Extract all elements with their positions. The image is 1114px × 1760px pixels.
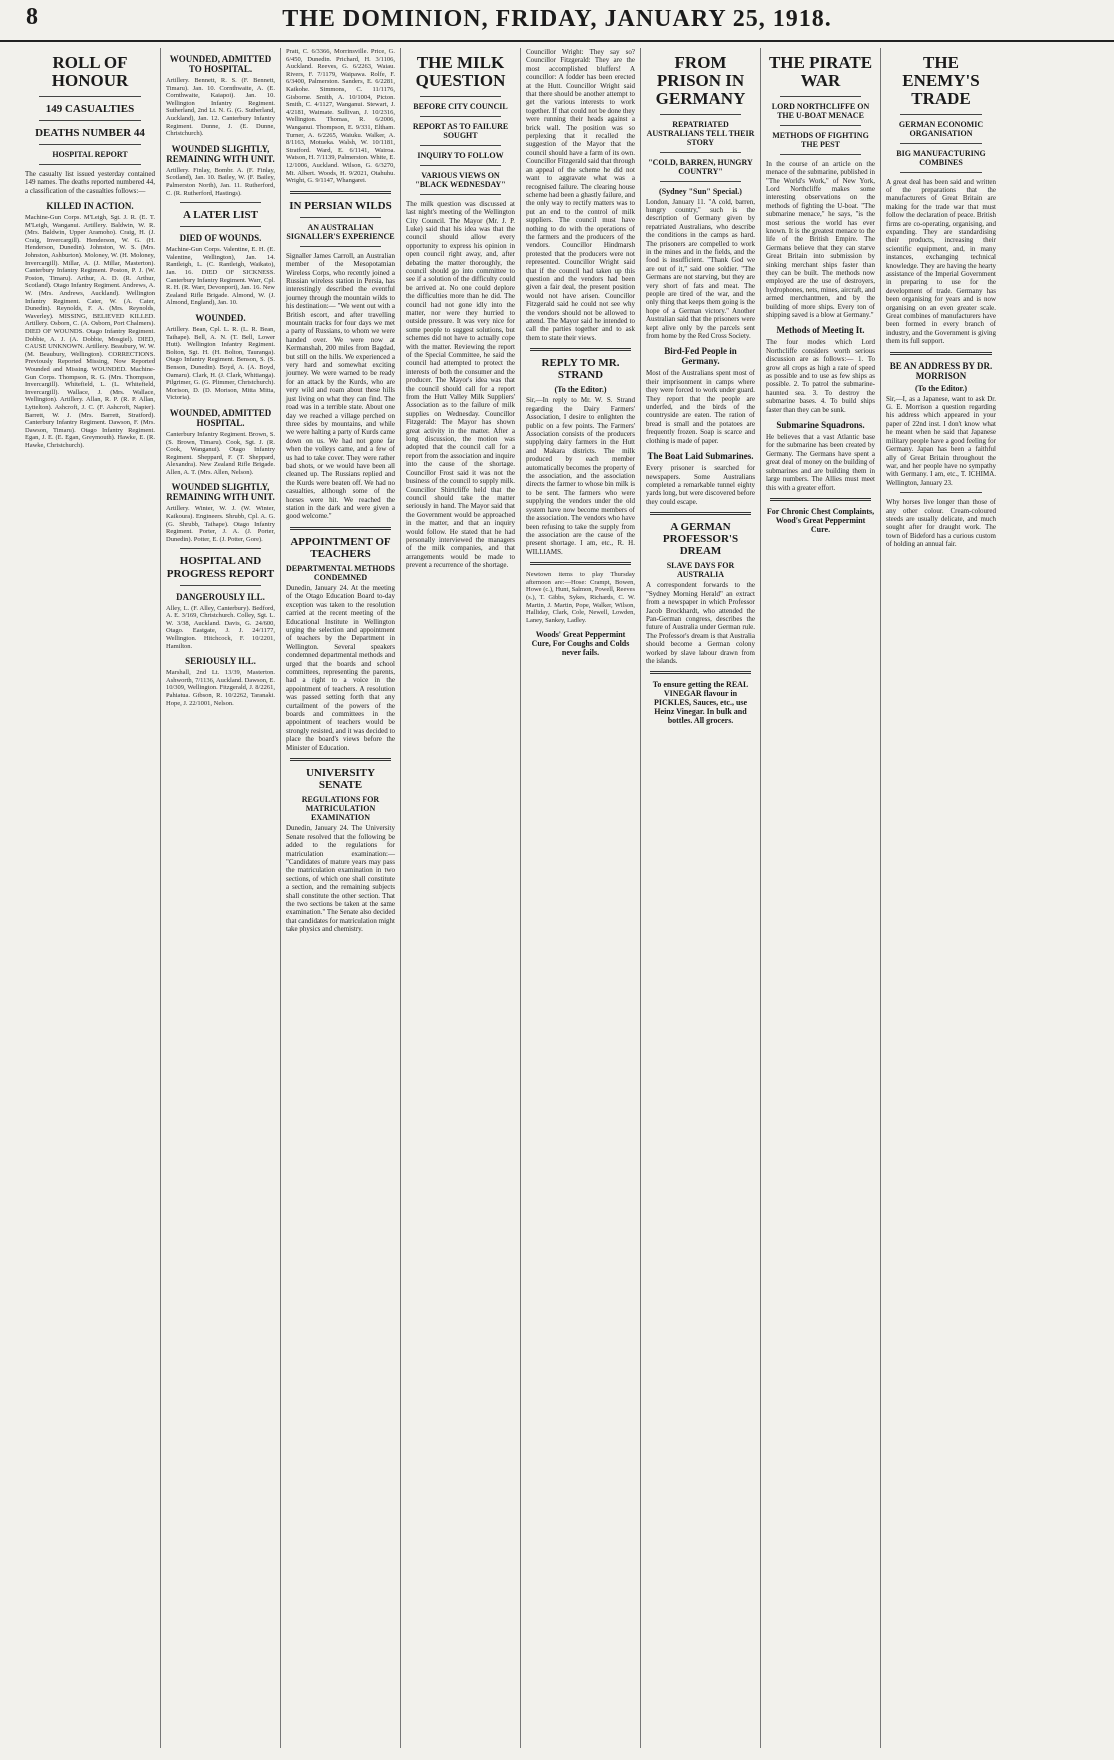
section-remaining-unit: WOUNDED SLIGHTLY, REMAINING WITH UNIT. <box>166 143 275 164</box>
subhead-teachers: DEPARTMENTAL METHODS CONDEMNED <box>286 563 395 582</box>
section-boat: The Boat Laid Submarines. <box>647 451 754 462</box>
article-pirate-war: In the course of an article on the menace of the submarine, published in "The World's Work," of New York, Lord Northcliffe makes some interesting observations on the methods of fighting the U-boat. "The submarine menace," he says, "is the most serious the world has ever known. It is the greatest menace to the life of the British Empire. The Germans believe that they can starve Great Britain into submission by sinking merchant ships faster than they can be built. The methods now employed are the use of destroyers, hydrophones, nets, mines, aircraft, and armed merchantmen, and by the building of more ships. Every ton of shipping saved is a blow at Germany." <box>766 159 875 319</box>
column-prison-germany <box>641 48 761 1748</box>
section-killed: KILLED IN ACTION. <box>46 201 134 212</box>
subhead-repatriated: REPATRIATED AUSTRALIANS TELL THEIR STORY <box>646 119 755 147</box>
headline-senate: UNIVERSITY SENATE <box>305 767 376 792</box>
section-wounded: WOUNDED. <box>195 312 246 323</box>
list-remaining: Artillery. Finlay, Bombr. A. (F. Finlay, Scotland), Jan. 10. Bailey, W. (F. Bailey, Palmerston North), Jan. 11. Rutherford, C. (R. Rutherford, Hastings). <box>166 166 275 197</box>
column-persian-wilds <box>281 48 401 1748</box>
article-milk-continued: Councillor Wright: They say so? Councillor Fitzgerald: They are the most accomplished bluffers! A councillor: A fodder has been erected at the Hutt. Councillor Wright said that there should be another attempt to get the various interests to work together. If that could not be done they were running their heads against a brick wall. The position was so perplexing that it recalled the suggestion of the Mayor that the council should have a farm of its own. Councillor Fitzgerald said that through an appeal of the scheme he did not want to aggravate what was a recognised failure. The clearing house scheme had been a ghastly failure, and the only way to rectify matters was to put an end to the control of milk suppliers. The council must have nothing to do with the operations of the farmers and the producers of the vendors. Councillor Hindmarsh protested that the producers were not represented. Councillor Wright said that if the council had taken up this question and the vendors had been given a fair deal, the present position would not have arisen. Councillor Fitzgerald said he could not see why the vendors should not be allowed to attend. The Mayor said he intended to call the parties together and to ask them to state their views. <box>526 48 635 342</box>
subhead-senate: REGULATIONS FOR MATRICULATION EXAMINATION <box>301 795 380 823</box>
headline-reply-strand: REPLY TO MR. STRAND <box>541 357 620 382</box>
article-bird-fed: Most of the Australians spent most of their imprisonment in camps where they were forced to work under guard. They report that the people are underfed, and the birds of the countryside are eaten. The ration of bread is small and the potatoes are frequently frozen. Soap is scarce and clothing is made of paper. <box>646 369 755 445</box>
list-continued: Pratt, C. 6/3366, Morrinsville. Price, G. 6/450, Dunedin. Prichard, H. 3/1106, Auckland. Reeves, G. 6/2263, Waiau. Rivers, F. 7/1179, Waipawa. Rolfe, F. 6/3400, Palmerston. Sanders, E. 6/2281, Kaikohe. Simmons, C. 11/1176, Gisborne. Smith, A. 10/1004, Picton. Smith, C. 4/1127, Wanganui. Stewart, J. 4/2181, Waimate. Sullivan, J. 10/2316, Wellington. Thomas, R. 6/2006, Wanganui. Thompson, E. 9/331, Eltham. Turner, A. 6/2265, Waiuku. Walker, A. 8/1163, Motueka. Walsh, W. 10/1181, Stratford. Ward, E. 6/1141, Wairoa. Watson, H. 7/1139, Palmerston. White, E. 12/1006, Auckland. Wilson, G. 6/3270, Mt. Albert. Woods, H. 9/2021, Otahuhu. Wright, G. 9/1147, Whangarei. <box>286 48 395 185</box>
subhead-editor: (To the Editor.) <box>914 383 968 393</box>
section-seriously-ill: SERIOUSLY ILL. <box>185 656 256 667</box>
section-submarine-squadrons: Submarine Squadrons. <box>776 420 865 431</box>
list-died: Machine-Gun Corps. Valentine, E. H. (E. Valentine, Wellington), Jan. 14. Rantleigh, L. (C. Rantleigh, Waikato), Jan. 16. DIED OF SICKNESS. Canterbury Infantry Regiment. Warr, Cpl. R. H. (R. Warr, Devonport), Jan. 16. New Zealand Rifle Brigade. Almond, W. (J. Almond, England), Jan. 10. <box>166 246 275 307</box>
subhead-northcliffe: LORD NORTHCLIFFE ON THE U-BOAT MENACE <box>771 101 870 120</box>
list-wounded: Artillery. Bean, Cpl. L. R. (L. R. Bean, Taihape). Bell, A. N. (T. Bell, Lower Hutt). Wellington Infantry Regiment. Bolton, Sgt. H. (H. Bolton, Tauranga). Otago Infantry Regiment. Benson, S. (S. Benson, Dunedin). Boyd, A. (A. Boyd, Oamaru). Clark, H. (J. Clark, Whitianga). Pilgrimer, G. (G. Plimmer, Christchurch). Morison, D. (D. Morison, Mitta Mitta, Victoria). <box>166 325 275 402</box>
section-meeting-it: Methods of Meeting It. <box>776 325 865 336</box>
subhead-report: REPORT AS TO FAILURE SOUGHT <box>412 121 509 140</box>
advert-peppermint: Woods' Great Peppermint Cure, For Coughs and Colds never fails. <box>531 630 630 658</box>
article-submarine: He believes that a vast Atlantic base for the submarine has been created by Germany. The Germans have spent a great deal of money on the building of submarines and are building them in large numbers. The Allies must meet this with a greater effort. <box>766 433 875 492</box>
letter-reply-strand: Sir,—In reply to Mr. W. S. Strand regarding the Dairy Farmers' Association, I desire to enlighten the public on a few points. The Farmers' Association consists of the producers supplying dairy farmers in the Hutt and Makara districts. The milk produced by each member automatically becomes the property of the association, and the association directs the farmer to whose bin milk is to be sent. The farmers who were supplying the vendors under the old system have now become members of the association. The vendors who have been refusing to take the supply from the association are the cause of the present shortage. I am, etc., R. H. WILLIAMS. <box>526 396 635 556</box>
headline-professor-dream: A GERMAN PROFESSOR'S DREAM <box>662 521 739 558</box>
subhead-slave-days: SLAVE DAYS FOR AUSTRALIA <box>666 561 735 580</box>
headline-milk-question: THE MILK QUESTION <box>415 53 506 90</box>
column-roll-of-honour <box>20 48 161 1748</box>
section-admitted-hospital: WOUNDED, ADMITTED TO HOSPITAL. <box>169 54 272 74</box>
subhead-to-editor: (To the Editor.) <box>554 385 607 395</box>
article-boat: Every prisoner is searched for newspapers. Some Australians completed a remarkable tunnel eighty yards long, but were discovered before they could escape. <box>646 464 755 506</box>
columns <box>20 48 1100 1748</box>
article-professor: A correspondent forwards to the "Sydney Morning Herald" an extract from a newspaper in which Professor Jacob Brockhardt, who attended the Pan-German congress, describes the future of Australia under German rule. The Professor's dream is that Australia should become a German colony worked by slave labour drawn from the islands. <box>646 581 755 666</box>
article-enemy-trade: A great deal has been said and written of the preparations that the manufacturers of Great Britain are making for the trade war that must follow the declaration of peace. British firms are co-operating, organising, and expanding. They are standardising their products, increasing their scientific equipment, and, in many instances, exchanging technical knowledge. They are having the hearty assistance of the Imperial Government in preparing to use for the development of trade. Germany has been organising for years and is now organising on an even greater scale. Great combines of manufacturers have been formed in every branch of industry, and the Government is giving them its full support. <box>886 177 996 346</box>
article-meeting-it: The four modes which Lord Northcliffe considers worth serious discussion are as follows:— 1. To grow all crops as high a rate of speed as possible and to use as few ships as possible. 2. To patrol the submarine-haunted sea. 3. To destroy the submarine bases. 4. To build ships faster than they can be sunk. <box>766 338 875 414</box>
column-casualty-lists <box>161 48 281 1748</box>
article-misc: Why horses live longer than those of any other colour. Cream-coloured steeds are usually delicate, and much sought after for draught work. The town of Bideford has a curious custom of holding an annual fair. <box>886 498 996 549</box>
article-senate: Dunedin, January 24. The University Senate resolved that the following be added to the regulations for matriculation examination:— "Candidates of mature years may pass the matriculation examination in two sections, of which one shall constitute a section, and the remaining subjects shall constitute the other section. That the two sections be taken at the same examination." The Senate also decided that candidates for matriculation might take physics and chemistry. <box>286 824 395 934</box>
headline-roll-of-honour: ROLL OF HONOUR <box>51 53 129 90</box>
subhead-economic: GERMAN ECONOMIC ORGANISATION <box>898 119 984 138</box>
subhead-casualties: 149 CASUALTIES <box>45 102 135 115</box>
article-persian-wilds: Signaller James Carroll, an Australian member of the Mesopotamian Wireless Corps, who recently joined a Russian wireless station in Persia, has interestingly described the eventful journey through the mountain wilds to his destination:— "We went out with a British escort, and after travelling mountain tracks for four days we met a party of Russians, to whom we were handed over. We were now at Kermanshah, 200 miles from Bagdad, but still on the hills. We experienced a very hard and somewhat exciting journey. We were warned to be ready for an attack by the Kurds, who are very wild and roam about these hills just living on what they can find. The road was in a terrible state. About one day we reached a village perched on three sides by mountains, and while we were halting a party of Kurds came down on us. We had not gone far when the volleys came, and a few of us had to take cover. They were rather bad shots, or we would have been all cleaned up. The Russians replied and the Kurds were beaten off. We had no casualties, although some of the horses were hit. We reached the station in the dark and were given a good welcome." <box>286 251 395 521</box>
column-enemy-trade <box>881 48 1001 1748</box>
headline-enemy-trade: THE ENEMY'S TRADE <box>902 53 980 108</box>
subhead-cold-barren: "COLD, BARREN, HUNGRY COUNTRY" <box>648 157 753 176</box>
list-admitted-2: Canterbury Infantry Regiment. Brown, S. (S. Brown, Timaru). Cook, Sgt. J. (R. Cook, Wanganui). Otago Infantry Regiment. Sheppard, F. (T. Sheppard, Alexandra). New Zealand Rifle Brigade. Allen, A. T. (Mrs. Allen, Nelson). <box>166 430 275 476</box>
subhead-signaller: AN AUSTRALIAN SIGNALLER'S EXPERIENCE <box>286 222 395 241</box>
subhead-inquiry: INQUIRY TO FOLLOW <box>417 150 504 160</box>
newspaper-title: THE DOMINION, FRIDAY, JANUARY 25, 1918. <box>282 6 832 32</box>
intro-text: The casualty list issued yesterday contained 149 names. The deaths reported numbered 44, a classification of the casualties follows:— <box>25 169 155 195</box>
notice-newtown: Newtown items to play Thursday afternoon are:—Hose: Crampt, Bowen, Howe (c.), Hunt, Salmon, Powell, Reeves (s.), T. Gibbs, Sykes, Richards, C. W. Martin, J. Martin, Pope, Walker, Wilson, Halliday, Clark, Cole, Newell, Lowden, Laney, Sankey, Ladley. <box>526 571 635 624</box>
list-dangerously-ill: Alley, L. (F. Alley, Canterbury). Bedford, A. E. 3/169, Christchurch. Colley, Sgt. L. W. 3/38, Auckland. Davis, G. 24/600, Otago. Eastgate, J. J. 24/1177, Wellington. Hitchcock, F. 10/2201, Hamilton. <box>166 604 275 650</box>
column-milk-question <box>401 48 521 1748</box>
list-remaining-2: Artillery. Winter, W. J. (W. Winter, Kaikoura). Engineers. Shrubb, Cpl. A. G. (G. Shrubb, Taihape). Otago Infantry Regiment. Porter, J. A. (J. Porter, Dunedin). Potter, E. (J. Potter, Gore). <box>166 505 275 543</box>
subhead-deaths: DEATHS NUMBER 44 <box>35 126 145 139</box>
byline-sydney-sun: (Sydney "Sun" Special.) <box>659 186 742 196</box>
article-prison: London, January 11. "A cold, barren, hungry country," such is the description of Germany given by repatriated Australians, who describe the conditions in the camps as hard. The prisoners are compelled to work in the mines and in the fields, and the food is insufficient. "Thank God we are out of it," said one soldier. "The Germans are not starving, but they are very short of fats and meat. The people are tired of the war, and the only thing that keeps them going is the hope of a German victory." Another Australian said that the prisoners were kept alive only by the parcels sent from home by the Red Cross Society. <box>646 197 755 341</box>
headline-teachers: APPOINTMENT OF TEACHERS <box>290 535 391 560</box>
list-seriously-ill: Marshall, 2nd Lt. 13/39, Masterton. Ashworth, 7/1136, Auckland. Dawson, E. 10/309, Wellington. Fitzgerald, J. 8/2261, Pahiatua. Gibson, R. 10/2262, Taranaki. Hope, J. 22/1001, Nelson. <box>166 669 275 707</box>
column-milk-continued <box>521 48 641 1748</box>
subhead-combines: BIG MANUFACTURING COMBINES <box>896 148 986 167</box>
section-bird-fed: Bird-Fed People in Germany. <box>664 346 737 367</box>
page-number: 8 <box>26 4 38 30</box>
headline-later-list: A LATER LIST <box>183 209 258 222</box>
column-pirate-war <box>761 48 881 1748</box>
headline-pirate-war: THE PIRATE WAR <box>768 53 873 90</box>
section-died-wounds: DIED OF WOUNDS. <box>179 233 262 244</box>
advert-chest: For Chronic Chest Complaints, Wood's Great Peppermint Cure. <box>766 506 875 534</box>
section-morrison: BE AN ADDRESS BY DR. MORRISON <box>889 360 993 381</box>
headline-progress-report: HOSPITAL AND PROGRESS REPORT <box>166 555 275 580</box>
advert-vinegar: To ensure getting the REAL VINEGAR flavour in PICKLES, Sauces, etc., use Heinz Vinegar. In bulk and bottles. All grocers. <box>652 680 749 726</box>
article-milk-question: The milk question was discussed at last night's meeting of the Wellington City Council. The Mayor (Mr. J. P. Luke) said that his idea was that the council should allow every opportunity to express his opinion in open council right away, and, after debating the matter thoroughly, the council should go into committee to see if a solution of the difficulty could be arrived at. No one could deplore the difficulties more than he did. The council had not gone idly into the matter, nor were they hurried to outside pressure. It was very nice for some people to suggest solutions, but schemes did not have to actually cope with the matter. Reviewing the report of the Special Committee, he said the council had attempted to protect the interests of both the consumer and the producer. The Mayor's idea was that the council should call for a report from the Hutt Valley Milk Suppliers' Association as to the failure of milk supplies on Wednesday. Councillor Fitzgerald: The Mayor has shown great activity in the matter. After a long discussion, the motion was adopted that the council call for a report from the association and inquire into the cause of the shortage. Councillor Frost said it was not the business of the council to supply milk. Councillor Shirtcliffe held that the council should take the matter seriously in hand. The Mayor said that the Government would be approached in the matter, and that an inquiry would follow. He stated that he had personally interviewed the managers of the milk companies, and that arrangements would be made to prevent a recurrence of the shortage. <box>406 199 515 570</box>
section-remaining-unit-2: WOUNDED SLIGHTLY, REMAINING WITH UNIT. <box>166 482 275 503</box>
list-admitted: Artillery. Bennett, R. S. (F. Bennett, Timaru). Jan. 10. Cornthwaite, A. (E. Cornthwaite, Kaiapoi). Jan. 10. Wellington Infantry Regiment. Sutherland, 2nd Lt. N. G. (G. Sutherland, Auckland), Jan. 12. Canterbury Infantry Regiment. Dunne, J. (E. Dunne, Christchurch). <box>166 77 275 138</box>
section-dangerously-ill: DANGEROUSLY ILL. <box>176 591 265 602</box>
masthead <box>0 0 1114 42</box>
section-admitted-hospital-2: WOUNDED, ADMITTED HOSPITAL. <box>169 407 272 428</box>
subhead-black-wednesday: VARIOUS VIEWS ON "BLACK WEDNESDAY" <box>415 170 506 189</box>
casualty-list: Machine-Gun Corps. M'Leigh, Sgt. J. R. (E. T. M'Leigh, Wanganui. Artillery. Baldwin, W. R. (Mrs. Baldwin, Upper Aramoho). Craig, H. (J. Craig, Invercargill). Henderson, W. G. (H. Henderson, Dunedin). Johnston, W. S. (Mrs. Johnston, Ashburton). Moloney, W. (H. Moloney, Invercargill). Millar, A. (J. Millar, Masterton). Canterbury Infantry Regiment. Poston, P. J. (W. Poston, Timaru). Arthur, A. D. (R. Arthur, Scotland). Otago Infantry Regiment. Andrews, A. W. (Mrs. Andrews, Auckland). Wellington Infantry Regiment. Cater, W. (A. Cater, Dunedin). Reynolds, F. A. (Mrs. Reynolds, Waverley). MISSING, BELIEVED KILLED. Artillery. Osborn, C. (A. Osborn, Port Chalmers). DIED OF WOUNDS. Otago Infantry Regiment. Dobbie, A. J. (A. Dobbie, Mosgiel). DIED, CAUSE UNKNOWN. Artillery. Beaubury, W. W. (M. Beaubury, Wellington). CORRECTIONS. Previously Reported Missing, Now Reported Wounded and Missing. WOUNDED. Machine-Gun Corps. Thompson, R. G. (Mrs. Thompson, Invercargill). Whitefield, L. (L. Whitefield, Invercargill). Wallace, J. (Mrs. Wallace, Wellington). Artillery. Allan, R. P. (R. P. Allan, Lyttelton). Ashcroft, J. C. (F. Ashcroft, Napier). Barrett, W. J. (Mrs. Barrett, Stratford). Canterbury Infantry Regiment. Dawson, F. (Mrs. Dawson, Timaru). Otago Infantry Regiment. Egan, J. E. (E. Egan, Greymouth). Hawke, E. (R. Hawke, Christchurch). <box>25 214 155 449</box>
headline-prison-germany: FROM PRISON IN GERMANY <box>655 53 746 108</box>
subhead-hospital-report: HOSPITAL REPORT <box>52 149 128 159</box>
subhead-city-council: BEFORE CITY COUNCIL <box>413 101 508 111</box>
letter-morrison: Sir,—I, as a Japanese, want to ask Dr. G. E. Morrison a question regarding his address which appeared in your paper of 22nd inst. I don't know what he meant when he said that Japanese military people have a good feeling for Germany. Japan has been a faithful ally of Great Britain throughout the war, and her people have no sympathy with Germany. I am, etc., T. ICHIMA. Wellington, January 23. <box>886 394 996 487</box>
article-teachers: Dunedin, January 24. At the meeting of the Otago Education Board to-day exception was taken to the resolution carried at the recent meeting of the Educational Institute in Wellington urging the selection and appointment of teachers by the Department in Wellington. Several speakers condemned departmental methods and urged that the boards and school committees, representing the parents, had a right to a voice in the appointment of teachers. A resolution was passed setting forth that any curtailment of the powers of the boards and committees in the appointment of teachers would be strongly resisted, and it was decided to place the board's views before the Minister of Education. <box>286 583 395 752</box>
subhead-methods: METHODS OF FIGHTING THE PEST <box>772 130 869 149</box>
headline-persian-wilds: IN PERSIAN WILDS <box>289 199 392 212</box>
